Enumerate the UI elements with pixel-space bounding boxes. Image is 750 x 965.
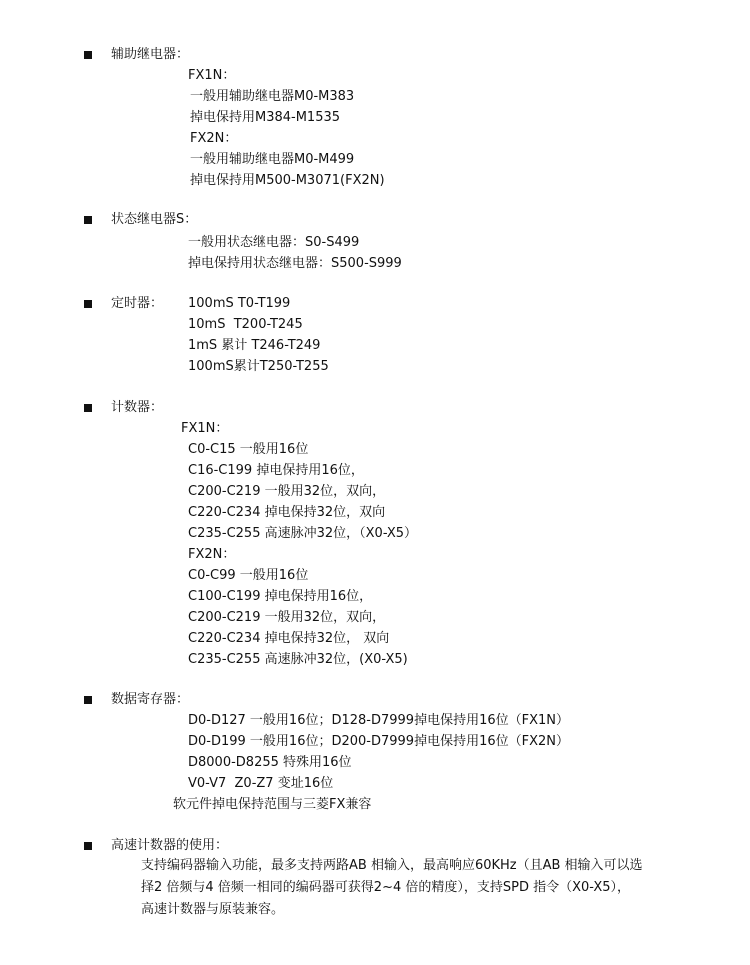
list-item: FX2N： xyxy=(188,547,236,562)
section-heading: 辅助继电器： xyxy=(111,47,190,62)
list-item: C16-C199 掉电保持用16位， xyxy=(188,463,364,478)
paragraph-line: 择2 倍频与4 倍频一相同的编码器可获得2~4 倍的精度），支持SPD 指令（X0-X5）， xyxy=(141,880,631,895)
section-heading: 定时器： xyxy=(111,296,164,311)
bullet-icon xyxy=(84,404,92,412)
section-heading: 数据寄存器： xyxy=(111,692,190,707)
list-item: C200-C219 一般用32位，双向， xyxy=(188,610,386,625)
list-item: C235-C255 高速脉冲32位，（X0-X5） xyxy=(188,526,418,541)
list-item: V0-V7 Z0-Z7 变址16位 xyxy=(188,776,334,791)
list-item: 一般用辅助继电器M0-M499 xyxy=(190,152,355,167)
paragraph-line: 支持编码器输入功能，最多支持两路AB 相输入，最高响应60KHz（且AB 相输入可以选 xyxy=(141,858,643,873)
list-item: D0-D199 一般用16位；D200-D7999掉电保持用16位（FX2N） xyxy=(188,734,569,749)
list-item: 100mS T0-T199 xyxy=(188,296,291,311)
section-heading: 状态继电器S： xyxy=(111,212,198,227)
list-item: 一般用辅助继电器M0-M383 xyxy=(190,89,355,104)
list-item: D0-D127 一般用16位；D128-D7999掉电保持用16位（FX1N） xyxy=(188,713,569,728)
list-item: C220-C234 掉电保持32位， 双向 xyxy=(188,631,390,646)
bullet-icon xyxy=(84,51,92,59)
list-item: 一般用状态继电器：S0-S499 xyxy=(188,235,360,250)
bullet-icon xyxy=(84,216,92,224)
section-heading: 计数器： xyxy=(111,400,164,415)
bullet-icon xyxy=(84,696,92,704)
list-item: 100mS累计T250-T255 xyxy=(188,359,329,374)
list-item: 软元件掉电保持范围与三菱FX兼容 xyxy=(173,797,372,812)
list-item: FX1N： xyxy=(181,421,229,436)
list-item: D8000-D8255 特殊用16位 xyxy=(188,755,352,770)
list-item: 掉电保持用状态继电器：S500-S999 xyxy=(188,256,402,271)
list-item: 1mS 累计 T246-T249 xyxy=(188,338,321,353)
list-item: C0-C15 一般用16位 xyxy=(188,442,309,457)
bullet-icon xyxy=(84,300,92,308)
list-item: C100-C199 掉电保持用16位， xyxy=(188,589,373,604)
paragraph-line: 高速计数器与原装兼容。 xyxy=(141,902,285,917)
list-item: C220-C234 掉电保持32位，双向 xyxy=(188,505,386,520)
bullet-icon xyxy=(84,842,92,850)
list-item: FX2N： xyxy=(190,131,238,146)
list-item: FX1N： xyxy=(188,68,236,83)
list-item: 10mS T200-T245 xyxy=(188,317,303,332)
list-item: C0-C99 一般用16位 xyxy=(188,568,309,583)
list-item: 掉电保持用M500-M3071(FX2N) xyxy=(190,173,385,188)
list-item: 掉电保持用M384-M1535 xyxy=(190,110,341,125)
list-item: C200-C219 一般用32位，双向， xyxy=(188,484,386,499)
section-heading: 高速计数器的使用： xyxy=(111,838,229,853)
list-item: C235-C255 高速脉冲32位，(X0-X5) xyxy=(188,652,408,667)
